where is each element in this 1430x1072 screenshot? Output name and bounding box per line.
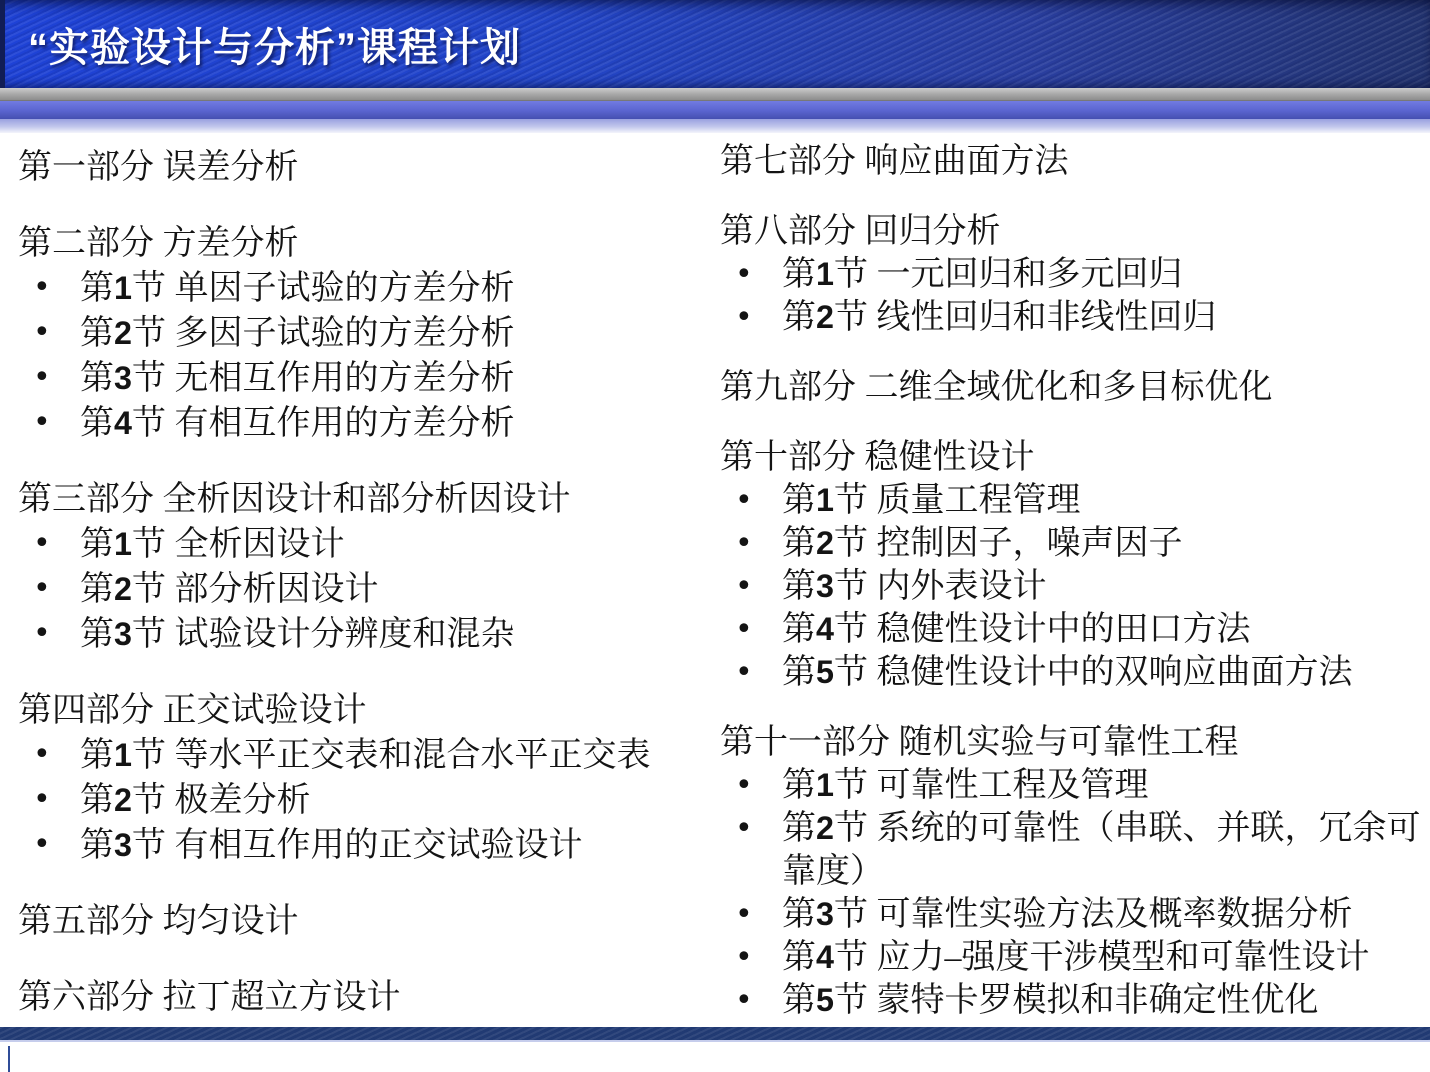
part-header-text: 第四部分 正交试验设计 — [18, 692, 367, 729]
outline-item — [18, 612, 718, 657]
outline-item — [18, 733, 718, 778]
outline-item-text: 第3节 试验设计分辨度和混杂 — [80, 616, 515, 653]
bullet-icon: • — [33, 571, 51, 606]
bullet-icon: • — [735, 569, 753, 604]
divider-bar-light — [0, 119, 1430, 133]
part-header-text: 第五部分 均匀设计 — [18, 903, 299, 940]
bullet-icon: • — [735, 526, 753, 561]
outline-item-text: 第2节 多因子试验的方差分析 — [80, 315, 515, 352]
outline-item-text: 第4节 稳健性设计中的田口方法 — [782, 611, 1251, 648]
part-header-text: 第十一部分 随机实验与可靠性工程 — [720, 724, 1239, 761]
outline-item-text: 第2节 控制因子，噪声因子 — [782, 525, 1183, 562]
part-header-text: 第八部分 回归分析 — [720, 213, 1001, 250]
outline-column-left — [18, 146, 718, 1020]
bullet-icon: • — [33, 270, 51, 305]
part-header — [18, 146, 718, 190]
outline-item-text: 第1节 可靠性工程及管理 — [782, 767, 1149, 804]
outline-item-text: 第1节 单因子试验的方差分析 — [80, 270, 515, 307]
outline-item — [720, 651, 1430, 694]
part-header-text: 第六部分 拉丁超立方设计 — [18, 979, 401, 1016]
part-header — [18, 478, 718, 522]
bullet-icon: • — [735, 811, 753, 846]
outline-item-text: 第2节 极差分析 — [80, 782, 311, 819]
outline-item-text: 第5节 蒙特卡罗模拟和非确定性优化 — [782, 982, 1319, 1019]
bullet-icon: • — [33, 405, 51, 440]
slide-title: “实验设计与分析”课程计划 — [28, 25, 521, 70]
outline-item — [18, 778, 718, 823]
outline-item-text: 第2节 线性回归和非线性回归 — [782, 299, 1217, 336]
outline-item-text: 第1节 质量工程管理 — [782, 482, 1081, 519]
bullet-icon: • — [735, 483, 753, 518]
outline-item — [18, 311, 718, 356]
bullet-icon: • — [735, 257, 753, 292]
outline-item — [720, 608, 1430, 651]
part-header — [720, 436, 1430, 479]
part-header — [18, 222, 718, 266]
part-header — [720, 721, 1430, 764]
outline-item-text: 第1节 等水平正交表和混合水平正交表 — [80, 737, 651, 774]
bullet-icon: • — [735, 940, 753, 975]
divider-bar-blue — [0, 101, 1430, 119]
outline-item — [18, 356, 718, 401]
outline-item — [720, 764, 1430, 807]
outline-item-text: 第3节 有相互作用的正交试验设计 — [80, 827, 583, 864]
outline-item-text: 第5节 稳健性设计中的双响应曲面方法 — [782, 654, 1353, 691]
outline-item — [18, 823, 718, 868]
outline-item-text: 第2节 系统的可靠性（串联、并联，冗余可靠度） — [782, 810, 1421, 890]
bullet-icon: • — [33, 360, 51, 395]
bullet-icon: • — [735, 655, 753, 690]
part-header-text: 第三部分 全析因设计和部分析因设计 — [18, 481, 571, 518]
part-header — [18, 976, 718, 1020]
outline-item — [720, 936, 1430, 979]
bullet-icon: • — [33, 526, 51, 561]
bullet-icon: • — [33, 737, 51, 772]
outline-item-text: 第3节 可靠性实验方法及概率数据分析 — [782, 896, 1353, 933]
outline-item-text: 第4节 有相互作用的方差分析 — [80, 405, 515, 442]
outline-item-text: 第1节 全析因设计 — [80, 526, 345, 563]
bullet-icon: • — [33, 827, 51, 862]
outline-item — [18, 522, 718, 567]
bullet-icon: • — [735, 768, 753, 803]
outline-item-text: 第3节 内外表设计 — [782, 568, 1047, 605]
outline-item — [720, 253, 1430, 296]
part-header — [18, 900, 718, 944]
divider-bar-gray — [0, 88, 1430, 101]
bullet-icon: • — [735, 983, 753, 1018]
footer-bar — [0, 1027, 1430, 1040]
part-header — [720, 210, 1430, 253]
outline-item — [720, 565, 1430, 608]
bullet-icon: • — [735, 612, 753, 647]
outline-column-right — [720, 140, 1430, 1022]
outline-item-text: 第1节 一元回归和多元回归 — [782, 256, 1183, 293]
outline-item-text: 第4节 应力–强度干涉模型和可靠性设计 — [782, 939, 1370, 976]
bullet-icon: • — [735, 300, 753, 335]
outline-item — [720, 807, 1430, 893]
part-header — [18, 689, 718, 733]
next-slide-box-left-border — [8, 1046, 10, 1072]
outline-item — [720, 893, 1430, 936]
outline-item — [18, 266, 718, 311]
part-header-text: 第一部分 误差分析 — [18, 149, 299, 186]
bullet-icon: • — [33, 782, 51, 817]
next-slide-box-top — [0, 1040, 1430, 1072]
part-header — [720, 366, 1430, 409]
bullet-icon: • — [33, 315, 51, 350]
outline-item-text: 第2节 部分析因设计 — [80, 571, 379, 608]
bullet-icon: • — [33, 616, 51, 651]
part-header-text: 第九部分 二维全域优化和多目标优化 — [720, 369, 1273, 406]
part-header-text: 第二部分 方差分析 — [18, 225, 299, 262]
outline-item-text: 第3节 无相互作用的方差分析 — [80, 360, 515, 397]
part-header — [720, 140, 1430, 183]
part-header-text: 第七部分 响应曲面方法 — [720, 143, 1069, 180]
part-header-text: 第十部分 稳健性设计 — [720, 439, 1035, 476]
bullet-icon: • — [735, 897, 753, 932]
outline-item — [720, 479, 1430, 522]
outline-item — [18, 401, 718, 446]
outline-item — [18, 567, 718, 612]
slide-titlebar — [0, 0, 1430, 88]
outline-item — [720, 979, 1430, 1022]
outline-item — [720, 296, 1430, 339]
outline-item — [720, 522, 1430, 565]
